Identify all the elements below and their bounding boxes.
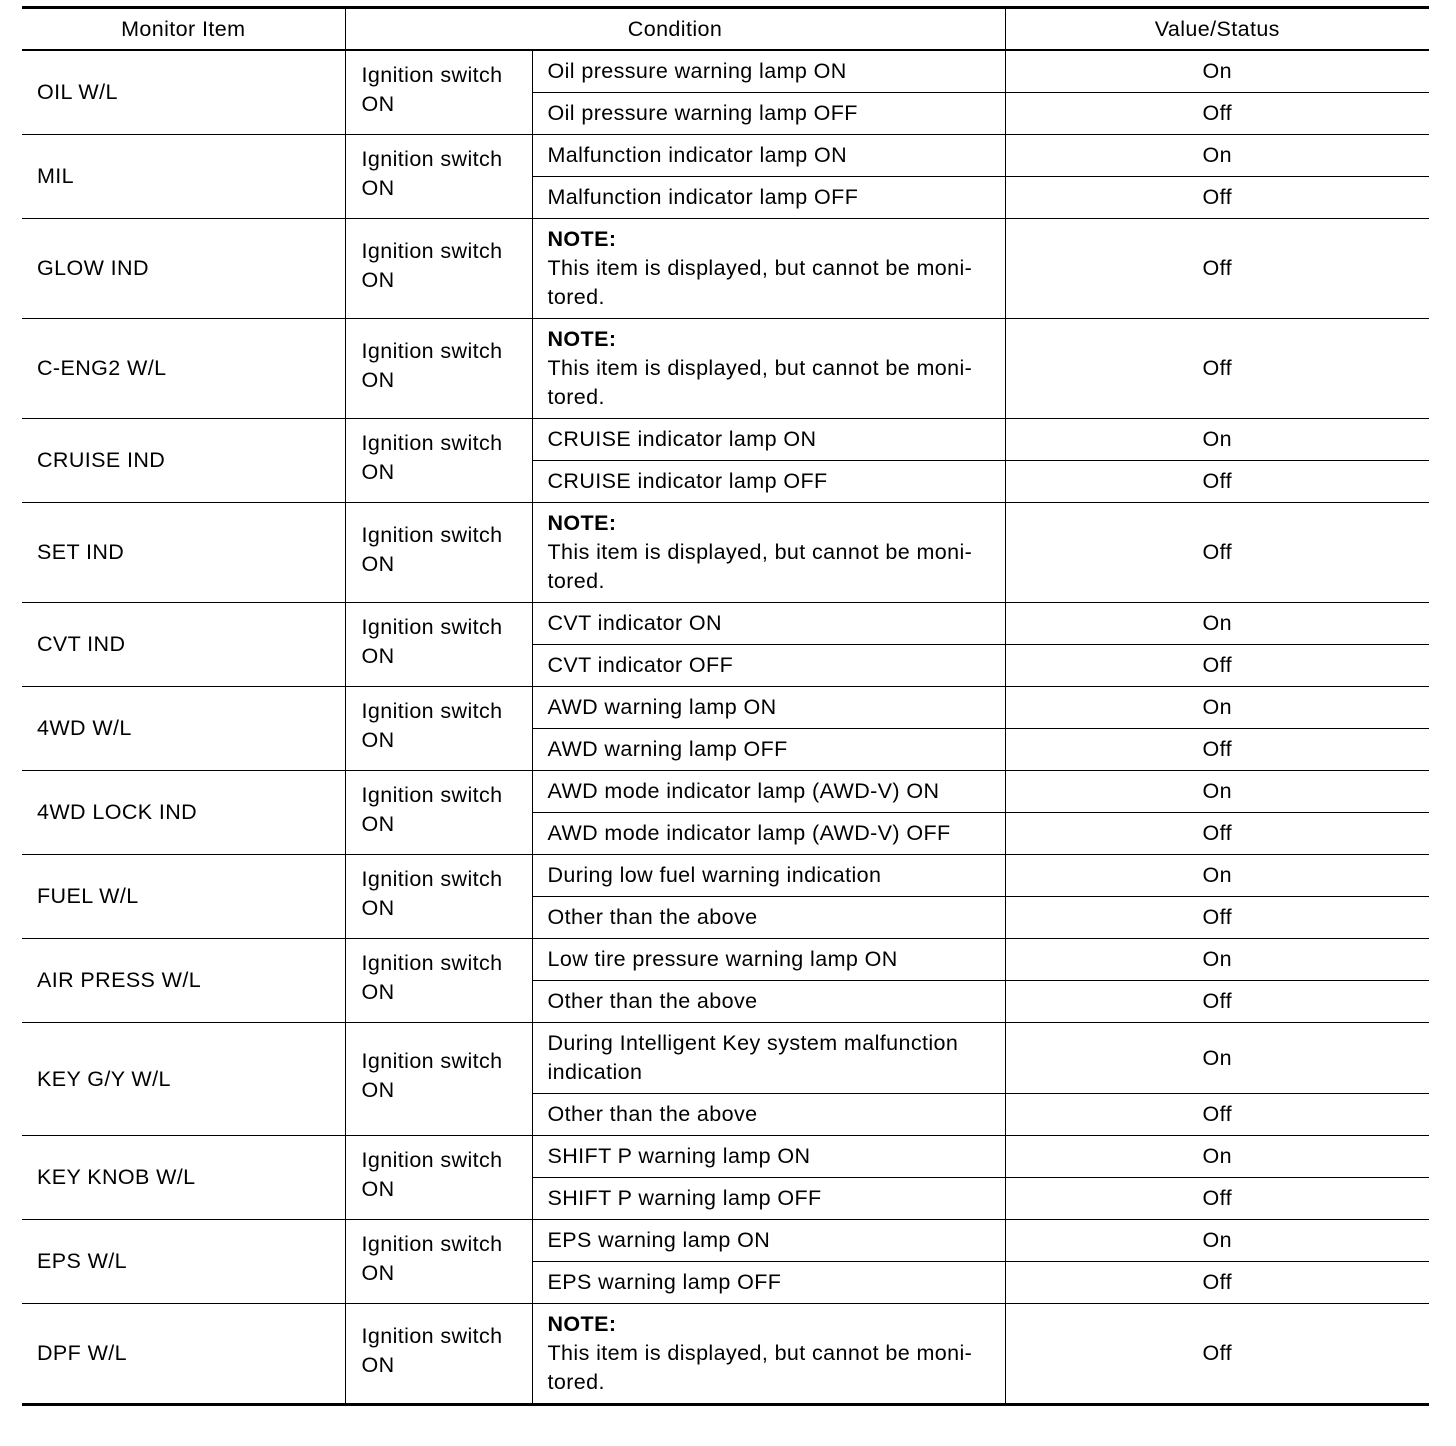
note-cell: [532, 319, 1005, 419]
table-row: [22, 135, 1429, 177]
sub-condition: EPS warning lamp ON: [532, 1220, 1005, 1262]
sub-condition: SHIFT P warning lamp OFF: [532, 1178, 1005, 1220]
sub-condition: AWD mode indicator lamp (AWD-V) ON: [532, 771, 1005, 813]
monitor-item-name: 4WD LOCK IND: [22, 771, 345, 855]
ignition-condition: [345, 687, 532, 771]
sub-condition: Other than the above: [532, 897, 1005, 939]
monitor-item-name: KEY KNOB W/L: [22, 1136, 345, 1220]
value-status: Off: [1005, 177, 1429, 219]
ignition-condition-text: Ignition switch ON: [361, 950, 503, 1004]
note-label: NOTE:: [547, 227, 617, 251]
monitor-item-name: C-ENG2 W/L: [22, 319, 345, 419]
value-status: On: [1005, 419, 1429, 461]
table-row: [22, 855, 1429, 897]
value-status: On: [1005, 855, 1429, 897]
note-cell: [532, 219, 1005, 319]
value-status: Off: [1005, 645, 1429, 687]
sub-condition: Malfunction indicator lamp ON: [532, 135, 1005, 177]
ignition-condition: [345, 135, 532, 219]
sub-condition: SHIFT P warning lamp ON: [532, 1136, 1005, 1178]
value-status: On: [1005, 603, 1429, 645]
note-cell: [532, 503, 1005, 603]
table-row: [22, 939, 1429, 981]
value-status: Off: [1005, 729, 1429, 771]
sub-condition: AWD mode indicator lamp (AWD-V) OFF: [532, 813, 1005, 855]
value-status: Off: [1005, 813, 1429, 855]
value-status: On: [1005, 135, 1429, 177]
sub-condition: CRUISE indicator lamp ON: [532, 419, 1005, 461]
ignition-condition-text: Ignition switch ON: [361, 698, 503, 752]
ignition-condition-text: Ignition switch ON: [361, 62, 503, 116]
ignition-condition: [345, 1136, 532, 1220]
value-status: On: [1005, 1023, 1429, 1094]
table-body: [22, 50, 1429, 1405]
table-row: [22, 219, 1429, 319]
table-row: [22, 603, 1429, 645]
table-row: [22, 503, 1429, 603]
ignition-condition: [345, 319, 532, 419]
value-status: On: [1005, 50, 1429, 93]
table-row: [22, 1304, 1429, 1405]
note-text: This item is displayed, but cannot be moni-tored.: [547, 1341, 973, 1394]
monitor-item-name: CVT IND: [22, 603, 345, 687]
monitor-item-name: SET IND: [22, 503, 345, 603]
ignition-condition: [345, 419, 532, 503]
sub-condition: Low tire pressure warning lamp ON: [532, 939, 1005, 981]
ignition-condition-text: Ignition switch ON: [361, 1049, 503, 1102]
ignition-condition-text: Ignition switch ON: [361, 522, 503, 576]
note-label: NOTE:: [547, 1312, 617, 1336]
sub-condition: Oil pressure warning lamp OFF: [532, 93, 1005, 135]
value-status: Off: [1005, 897, 1429, 939]
ignition-condition-text: Ignition switch ON: [361, 146, 503, 200]
monitor-table: [22, 6, 1429, 1406]
sub-condition: AWD warning lamp ON: [532, 687, 1005, 729]
ignition-condition: [345, 771, 532, 855]
ignition-condition: [345, 1220, 532, 1304]
sub-condition: CRUISE indicator lamp OFF: [532, 461, 1005, 503]
ignition-condition: [345, 50, 532, 135]
sub-condition: Malfunction indicator lamp OFF: [532, 177, 1005, 219]
header-monitor-item: Monitor Item: [22, 8, 345, 51]
ignition-condition-text: Ignition switch ON: [361, 338, 503, 392]
ignition-condition: [345, 503, 532, 603]
monitor-item-name: 4WD W/L: [22, 687, 345, 771]
value-status: Off: [1005, 1094, 1429, 1136]
ignition-condition-text: Ignition switch ON: [361, 238, 503, 292]
sub-condition: During low fuel warning indication: [532, 855, 1005, 897]
note-label: NOTE:: [547, 327, 617, 351]
header-condition: Condition: [345, 8, 1005, 51]
sub-condition: Other than the above: [532, 981, 1005, 1023]
value-status: On: [1005, 1220, 1429, 1262]
note-label: NOTE:: [547, 511, 617, 535]
value-status: Off: [1005, 319, 1429, 419]
ignition-condition-text: Ignition switch ON: [361, 1231, 503, 1285]
note-text: This item is displayed, but cannot be moni-tored.: [547, 256, 973, 309]
header-value-status: Value/Status: [1005, 8, 1429, 51]
ignition-condition: [345, 1304, 532, 1405]
value-status: Off: [1005, 503, 1429, 603]
table-row: [22, 771, 1429, 813]
table-row: [22, 319, 1429, 419]
table-row: [22, 419, 1429, 461]
ignition-condition-text: Ignition switch ON: [361, 866, 503, 920]
sub-condition: During Intelligent Key system malfunction indication: [532, 1023, 1005, 1094]
monitor-item-name: MIL: [22, 135, 345, 219]
sub-condition: Oil pressure warning lamp ON: [532, 50, 1005, 93]
monitor-item-name: FUEL W/L: [22, 855, 345, 939]
note-text: This item is displayed, but cannot be moni-tored.: [547, 540, 973, 593]
value-status: Off: [1005, 219, 1429, 319]
ignition-condition: [345, 855, 532, 939]
value-status: On: [1005, 939, 1429, 981]
value-status: Off: [1005, 461, 1429, 503]
table-row: [22, 1023, 1429, 1094]
value-status: Off: [1005, 981, 1429, 1023]
table-row: [22, 1220, 1429, 1262]
sub-condition: CVT indicator OFF: [532, 645, 1005, 687]
value-status: Off: [1005, 93, 1429, 135]
monitor-item-name: GLOW IND: [22, 219, 345, 319]
ignition-condition: [345, 219, 532, 319]
sub-condition: AWD warning lamp OFF: [532, 729, 1005, 771]
sub-condition: CVT indicator ON: [532, 603, 1005, 645]
ignition-condition: [345, 1023, 532, 1136]
table-row: [22, 687, 1429, 729]
ignition-condition-text: Ignition switch ON: [361, 1323, 503, 1377]
ignition-condition-text: Ignition switch ON: [361, 430, 503, 484]
value-status: Off: [1005, 1178, 1429, 1220]
table-row: [22, 50, 1429, 93]
sub-condition: Other than the above: [532, 1094, 1005, 1136]
monitor-item-name: CRUISE IND: [22, 419, 345, 503]
monitor-item-name: AIR PRESS W/L: [22, 939, 345, 1023]
ignition-condition: [345, 603, 532, 687]
sub-condition: EPS warning lamp OFF: [532, 1262, 1005, 1304]
monitor-item-name: OIL W/L: [22, 50, 345, 135]
ignition-condition-text: Ignition switch ON: [361, 782, 503, 836]
ignition-condition-text: Ignition switch ON: [361, 614, 503, 668]
value-status: Off: [1005, 1304, 1429, 1405]
value-status: On: [1005, 1136, 1429, 1178]
monitor-item-name: EPS W/L: [22, 1220, 345, 1304]
table-row: [22, 1136, 1429, 1178]
ignition-condition: [345, 939, 532, 1023]
note-cell: [532, 1304, 1005, 1405]
ignition-condition-text: Ignition switch ON: [361, 1147, 503, 1201]
value-status: On: [1005, 771, 1429, 813]
note-text: This item is displayed, but cannot be moni-tored.: [547, 356, 973, 409]
header-row: [22, 8, 1429, 51]
monitor-item-name: KEY G/Y W/L: [22, 1023, 345, 1136]
value-status: On: [1005, 687, 1429, 729]
value-status: Off: [1005, 1262, 1429, 1304]
monitor-item-name: DPF W/L: [22, 1304, 345, 1405]
